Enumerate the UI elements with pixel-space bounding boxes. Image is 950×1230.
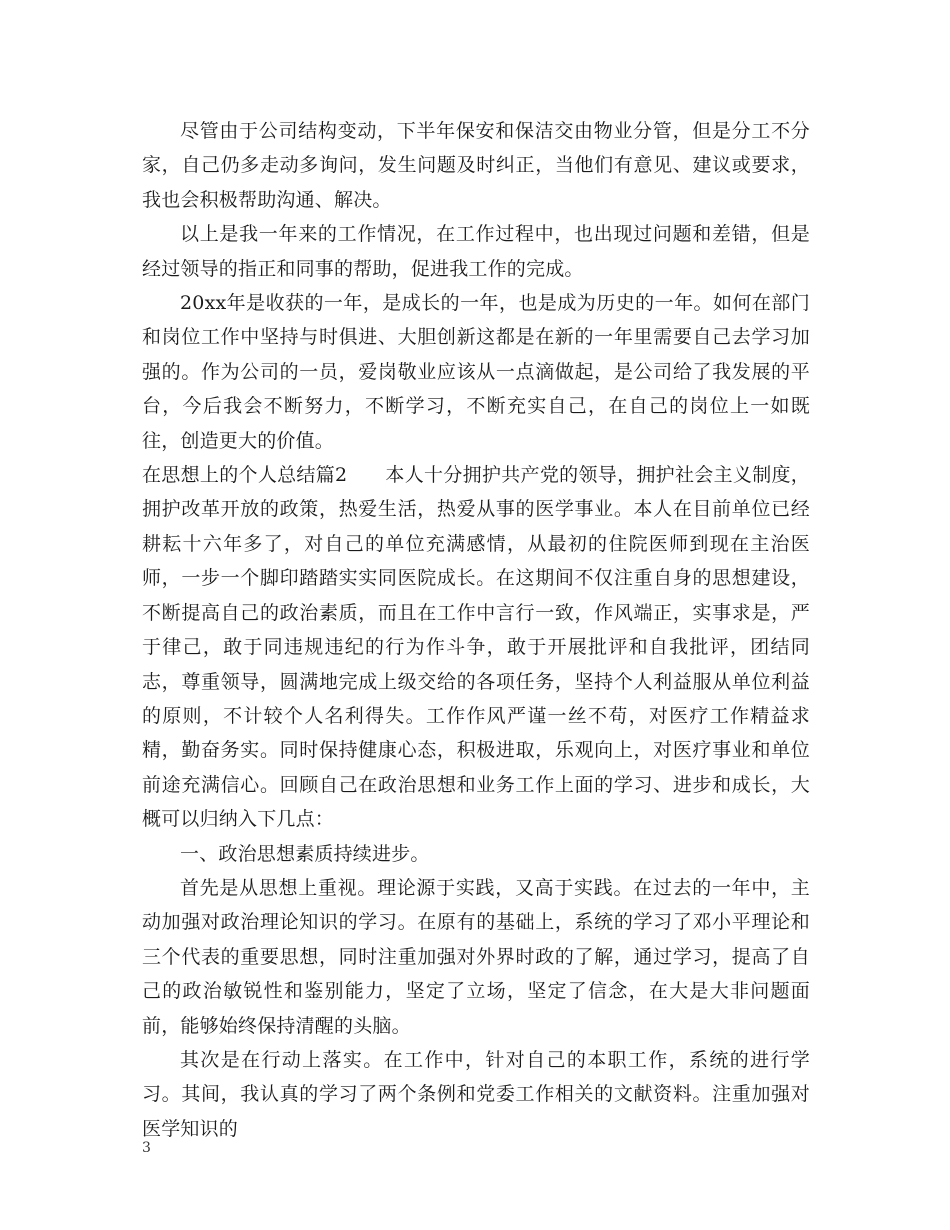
document-body	[142, 114, 810, 1146]
paragraph-work-summary: 以上是我一年来的工作情况，在工作过程中，也出现过问题和差错，但是经过领导的指正和同事的帮助，促进我工作的完成。	[142, 223, 810, 280]
paragraph-year-review: 20xx年是收获的一年，是成长的一年，也是成为历史的一年。如何在部门和岗位工作中坚持与时俱进、大胆创新这都是在新的一年里需要自己去学习加强的。作为公司的一员，爱岗敬业应该从一点滴做起，是公司给了我发展的平台，今后我会不断努力，不断学习，不断充实自己，在自己的岗位上一如既往，创造更大的价值。	[142, 292, 810, 452]
paragraph-section-2	[142, 458, 810, 836]
paragraph-action: 其次是在行动上落实。在工作中，针对自己的本职工作，系统的进行学习。其间，我认真的学习了两个条例和党委工作相关的文献资料。注重加强对医学知识的	[142, 1048, 810, 1140]
paragraph-subheading-political: 一、政治思想素质持续进步。	[180, 842, 430, 865]
section-heading: 在思想上的个人总结篇2	[142, 464, 348, 487]
paragraph-ideology: 首先是从思想上重视。理论源于实践，又高于实践。在过去的一年中，主动加强对政治理论知识的学习。在原有的基础上，系统的学习了邓小平理论和三个代表的重要思想，同时注重加强对外界时政的了解，通过学习，提高了自己的政治敏锐性和鉴别能力，坚定了立场，坚定了信念，在大是大非问题面前，能够始终保持清醒的头脑。	[142, 876, 810, 1037]
page-number: 3	[142, 1140, 151, 1156]
paragraph-property-management: 尽管由于公司结构变动，下半年保安和保洁交由物业分管，但是分工不分家，自己仍多走动多询问，发生问题及时纠正，当他们有意见、建议或要求，我也会积极帮助沟通、解决。	[142, 120, 810, 211]
section-2-body: 本人十分拥护共产党的领导，拥护社会主义制度，拥护改革开放的政策，热爱生活，热爱从事的医学事业。本人在目前单位已经耕耘十六年多了，对自己的单位充满感情，从最初的住院医师到现在主治医师，一步一个脚印踏踏实实同医院成长。在这期间不仅注重自身的思想建设，不断提高自己的政治素质，而且在工作中言行一致，作风端正，实事求是，严于律己，敢于同违规违纪的行为作斗争，敢于开展批评和自我批评，团结同志，尊重领导，圆满地完成上级交给的各项任务，坚持个人利益服从单位利益的原则，不计较个人名利得失。工作作风严谨一丝不苟，对医疗工作精益求精，勤奋务实。同时保持健康心态，积极进取，乐观向上，对医疗事业和单位前途充满信心。回顾自己在政治思想和业务工作上面的学习、进步和成长，大概可以归纳入下几点：	[142, 464, 810, 831]
